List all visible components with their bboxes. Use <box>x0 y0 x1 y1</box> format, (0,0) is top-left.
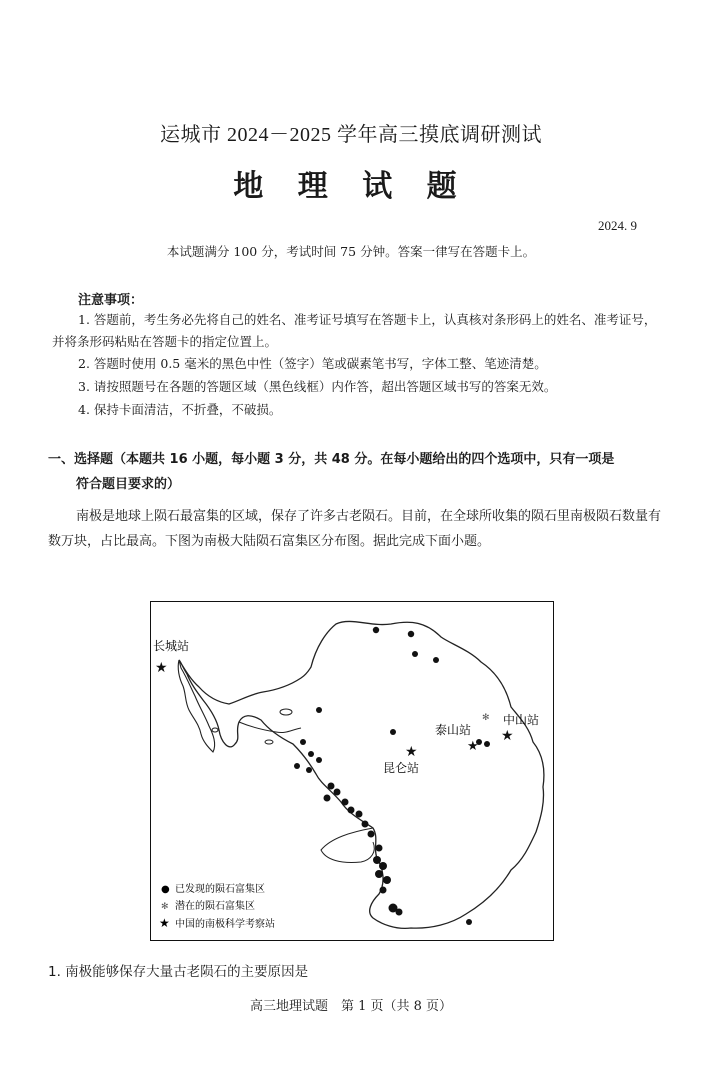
meteorite-dot <box>328 783 335 790</box>
meteorite-dot <box>408 631 414 637</box>
taishan-station-star: ★ <box>467 739 479 754</box>
zhongshan-label: 中山站 <box>503 713 540 727</box>
antarctic-peninsula <box>178 660 214 752</box>
section-heading-line1: 一、选择题（本题共 16 小题，每小题 3 分，共 48 分。在每小题给出的四个选项中，只有一项是 <box>48 452 615 467</box>
island <box>265 740 273 744</box>
meteorite-dot <box>348 807 355 814</box>
notice-item: 2. 答题时使用 0.5 毫米的黑色中性（签字）笔或碳素笔书写，字体工整、笔迹清楚。 <box>78 356 547 371</box>
meteorite-dot <box>383 876 391 884</box>
meteorite-dot <box>316 707 322 713</box>
meteorite-dot <box>484 741 490 747</box>
island <box>212 728 218 732</box>
meteorite-dot <box>300 739 306 745</box>
meteorite-dot <box>379 862 387 870</box>
potential-meteorite-mark: ✻ <box>482 713 490 723</box>
legend-symbol: ★ <box>159 916 170 930</box>
kunlun-station-star: ★ <box>405 744 418 760</box>
passage-text: 南极是地球上陨石最富集的区域，保存了许多古老陨石。目前，在全球所收集的陨石里南极陨石数量有数万块，占比最高。下图为南极大陆陨石富集区分布图。据此完成下面小题。 <box>48 509 662 549</box>
meteorite-dot <box>375 870 383 878</box>
meteorite-dot <box>373 627 379 633</box>
page-footer: 高三地理试题 第 1 页（共 8 页） <box>249 999 453 1014</box>
meteorite-dot <box>390 729 396 735</box>
meteorite-dot <box>356 811 363 818</box>
map-legend <box>159 882 275 930</box>
meteorite-dot <box>334 789 341 796</box>
meteorite-dot <box>433 657 439 663</box>
notice-heading: 注意事项： <box>78 293 144 308</box>
legend-item: 已发现的陨石富集区 <box>175 884 265 895</box>
antarctica-coastline <box>179 621 544 928</box>
notice-item: 1. 答题前，考生务必先将自己的姓名、准考证号填写在答题卡上，认真核对条形码上的姓名、准考证号，并将条形码粘贴在答题卡的指定位置上。 <box>52 312 657 349</box>
meteorite-dot <box>376 845 383 852</box>
legend-item: 中国的南极科学考察站 <box>175 919 275 930</box>
kunlun-label: 昆仑站 <box>383 761 420 775</box>
meteorite-dot <box>412 651 418 657</box>
notice-item: 3. 请按照题号在各题的答题区域（黑色线框）内作答，超出答题区域书写的答案无效。 <box>78 379 557 394</box>
ross-ice-shelf <box>321 828 374 863</box>
meteorite-dot <box>466 919 472 925</box>
exam-title: 运城市 2024－2025 学年高三摸底调研测试 <box>160 124 542 146</box>
changcheng-label: 长城站 <box>153 639 190 653</box>
antarctica-map <box>150 601 554 941</box>
island <box>280 709 292 715</box>
antarctica-map-svg <box>151 602 552 939</box>
meteorite-dot <box>316 757 322 763</box>
meteorite-dot <box>294 763 300 769</box>
ronne-ice-shelf <box>239 722 301 733</box>
zhongshan-station-star: ★ <box>501 728 514 744</box>
meteorite-dot <box>308 751 314 757</box>
meteorite-clusters <box>294 627 490 925</box>
notice-item: 4. 保持卡面清洁，不折叠，不破损。 <box>78 402 282 417</box>
changcheng-station-star: ★ <box>155 660 168 676</box>
meteorite-dot <box>396 909 403 916</box>
legend-item: 潜在的陨石富集区 <box>175 901 255 912</box>
subject-title: 地 理 试 题 <box>233 169 469 204</box>
meteorite-dot <box>342 799 349 806</box>
exam-date: 2024. 9 <box>598 218 637 233</box>
legend-symbol: ✻ <box>161 902 169 912</box>
question-1: 1. 南极能够保存大量古老陨石的主要原因是 <box>48 964 309 980</box>
meteorite-dot <box>368 831 375 838</box>
meteorite-dot <box>306 767 312 773</box>
section-heading <box>48 447 662 497</box>
legend-symbol: ● <box>161 884 170 895</box>
taishan-label: 泰山站 <box>435 723 472 737</box>
meteorite-dot <box>373 856 381 864</box>
meteorite-dot <box>324 795 331 802</box>
exam-info: 本试题满分 100 分，考试时间 75 分钟。答案一律写在答题卡上。 <box>166 244 536 259</box>
meteorite-dot <box>380 887 387 894</box>
meteorite-dot <box>362 821 369 828</box>
section-heading-line2: 符合题目要求的） <box>76 477 181 492</box>
